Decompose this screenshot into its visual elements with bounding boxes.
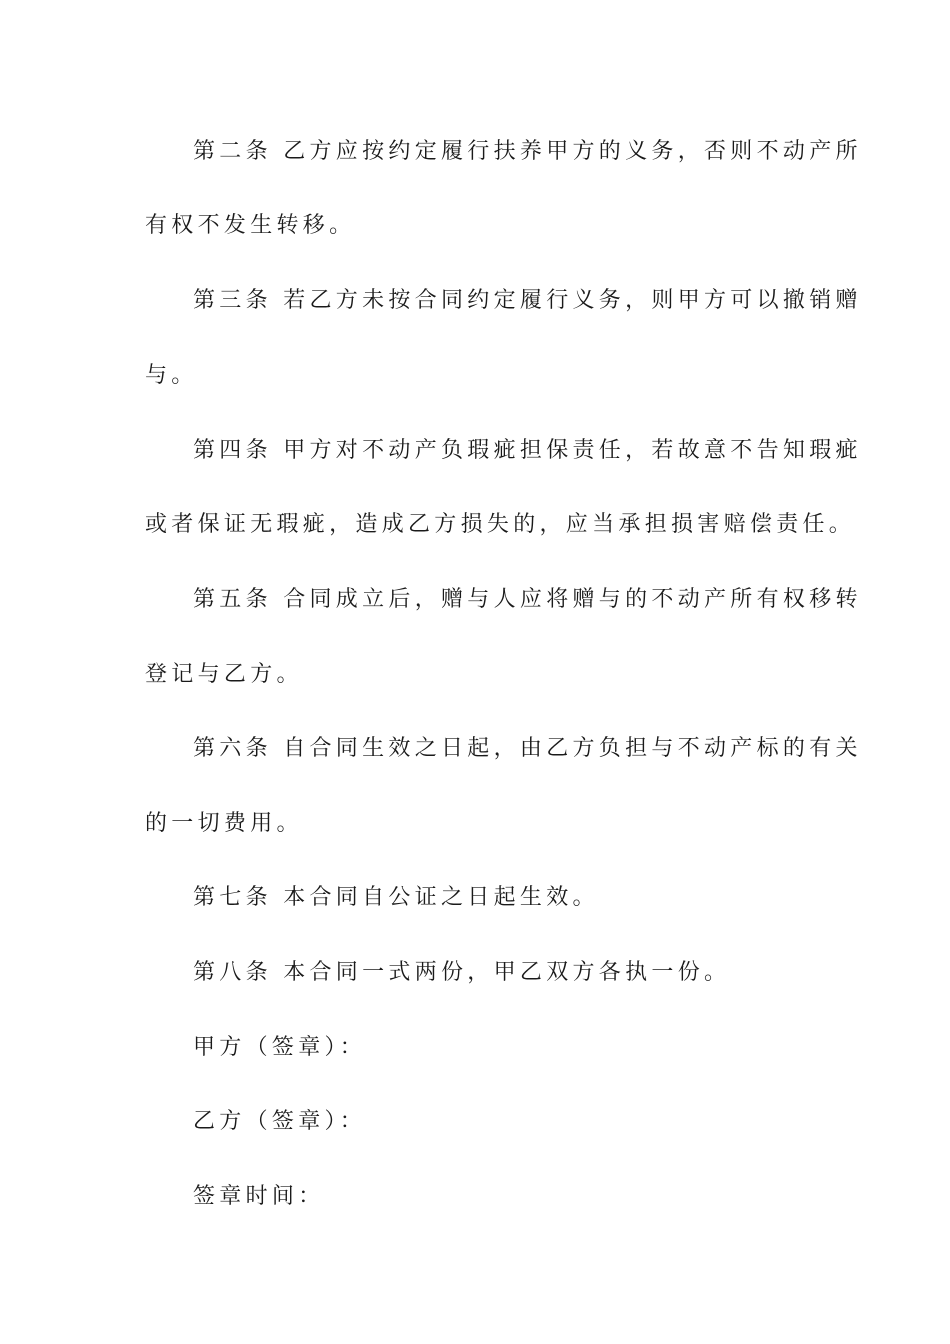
article-6-line-2: 的一切费用。 bbox=[145, 811, 303, 836]
article-3-line-2: 与。 bbox=[145, 363, 198, 388]
signature-date: 签章时间： bbox=[193, 1184, 325, 1209]
party-a-signature: 甲方（签章）： bbox=[193, 1035, 367, 1060]
article-6-line-1: 第六条 自合同生效之日起，由乙方负担与不动产标的有关 bbox=[193, 736, 862, 761]
article-8: 第八条 本合同一式两份，甲乙双方各执一份。 bbox=[193, 960, 731, 985]
article-2-line-2: 有权不发生转移。 bbox=[145, 213, 356, 238]
party-b-signature: 乙方（签章）： bbox=[193, 1109, 367, 1134]
article-4-line-2: 或者保证无瑕疵，造成乙方损失的，应当承担损害赔偿责任。 bbox=[145, 512, 856, 537]
article-5-line-2: 登记与乙方。 bbox=[145, 662, 303, 687]
article-3-line-1: 第三条 若乙方未按合同约定履行义务，则甲方可以撤销赠 bbox=[193, 288, 862, 313]
article-7: 第七条 本合同自公证之日起生效。 bbox=[193, 885, 599, 910]
article-4-line-1: 第四条 甲方对不动产负瑕疵担保责任，若故意不告知瑕疵 bbox=[193, 438, 862, 463]
article-5-line-1: 第五条 合同成立后，赠与人应将赠与的不动产所有权移转 bbox=[193, 587, 862, 612]
article-2-line-1: 第二条 乙方应按约定履行扶养甲方的义务，否则不动产所 bbox=[193, 139, 862, 164]
